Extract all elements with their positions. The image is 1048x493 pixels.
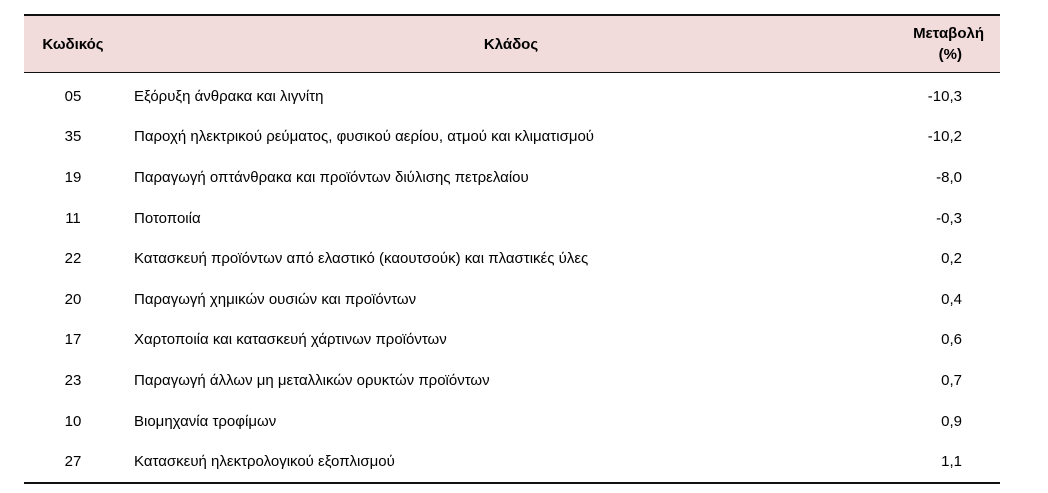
cell-code: 20: [64, 290, 82, 308]
cell-change: 0,7: [941, 371, 962, 389]
table-header: [24, 16, 1000, 73]
header-branch: Κλάδος: [483, 35, 539, 53]
cell-code: 22: [64, 250, 82, 268]
industry-change-table: [24, 14, 1000, 484]
cell-change: -10,3: [927, 87, 962, 105]
cell-code: 35: [64, 128, 82, 146]
cell-code: 17: [64, 331, 82, 349]
header-change: [900, 23, 1000, 65]
cell-code: 10: [64, 412, 82, 430]
cell-branch: Βιομηχανία τροφίμων: [134, 412, 277, 430]
cell-code: 27: [64, 453, 82, 471]
cell-change: 0,4: [941, 290, 962, 308]
table-row: [24, 279, 1000, 320]
cell-change: -8,0: [936, 168, 962, 186]
cell-branch: Ποτοποιία: [134, 209, 201, 227]
cell-branch: Κατασκευή ηλεκτρολογικού εξοπλισμού: [134, 453, 395, 471]
table-row: [24, 198, 1000, 239]
table-row: [24, 360, 1000, 401]
table-row: [24, 401, 1000, 442]
header-change-line2: (%): [938, 46, 962, 63]
table-row: [24, 238, 1000, 279]
cell-branch: Παραγωγή χημικών ουσιών και προϊόντων: [134, 290, 417, 308]
table-body: [24, 76, 1000, 482]
cell-change: -10,2: [927, 128, 962, 146]
cell-change: 0,6: [941, 331, 962, 349]
cell-branch: Χαρτοποιία και κατασκευή χάρτινων προϊόντων: [134, 331, 447, 349]
table-row: [24, 320, 1000, 361]
cell-change: -0,3: [936, 209, 962, 227]
cell-change: 0,2: [941, 250, 962, 268]
cell-branch: Εξόρυξη άνθρακα και λιγνίτη: [134, 87, 324, 105]
header-change-line1: Μεταβολή: [913, 25, 984, 42]
cell-branch: Παραγωγή άλλων μη μεταλλικών ορυκτών προϊόντων: [134, 371, 490, 389]
cell-code: 11: [65, 209, 81, 227]
cell-code: 05: [64, 87, 82, 105]
table-row: [24, 157, 1000, 198]
cell-change: 1,1: [941, 453, 962, 471]
cell-branch: Κατασκευή προϊόντων από ελαστικό (καουτσούκ) και πλαστικές ύλες: [134, 250, 589, 268]
cell-change: 0,9: [941, 412, 962, 430]
header-code: Κωδικός: [42, 35, 104, 53]
cell-branch: Παραγωγή οπτάνθρακα και προϊόντων διύλισης πετρελαίου: [134, 168, 529, 186]
table-row: [24, 76, 1000, 117]
cell-branch: Παροχή ηλεκτρικού ρεύματος, φυσικού αερίου, ατμού και κλιματισμού: [134, 128, 595, 146]
cell-code: 19: [64, 168, 82, 186]
cell-code: 23: [64, 371, 82, 389]
table-row: [24, 117, 1000, 158]
table-row: [24, 441, 1000, 482]
